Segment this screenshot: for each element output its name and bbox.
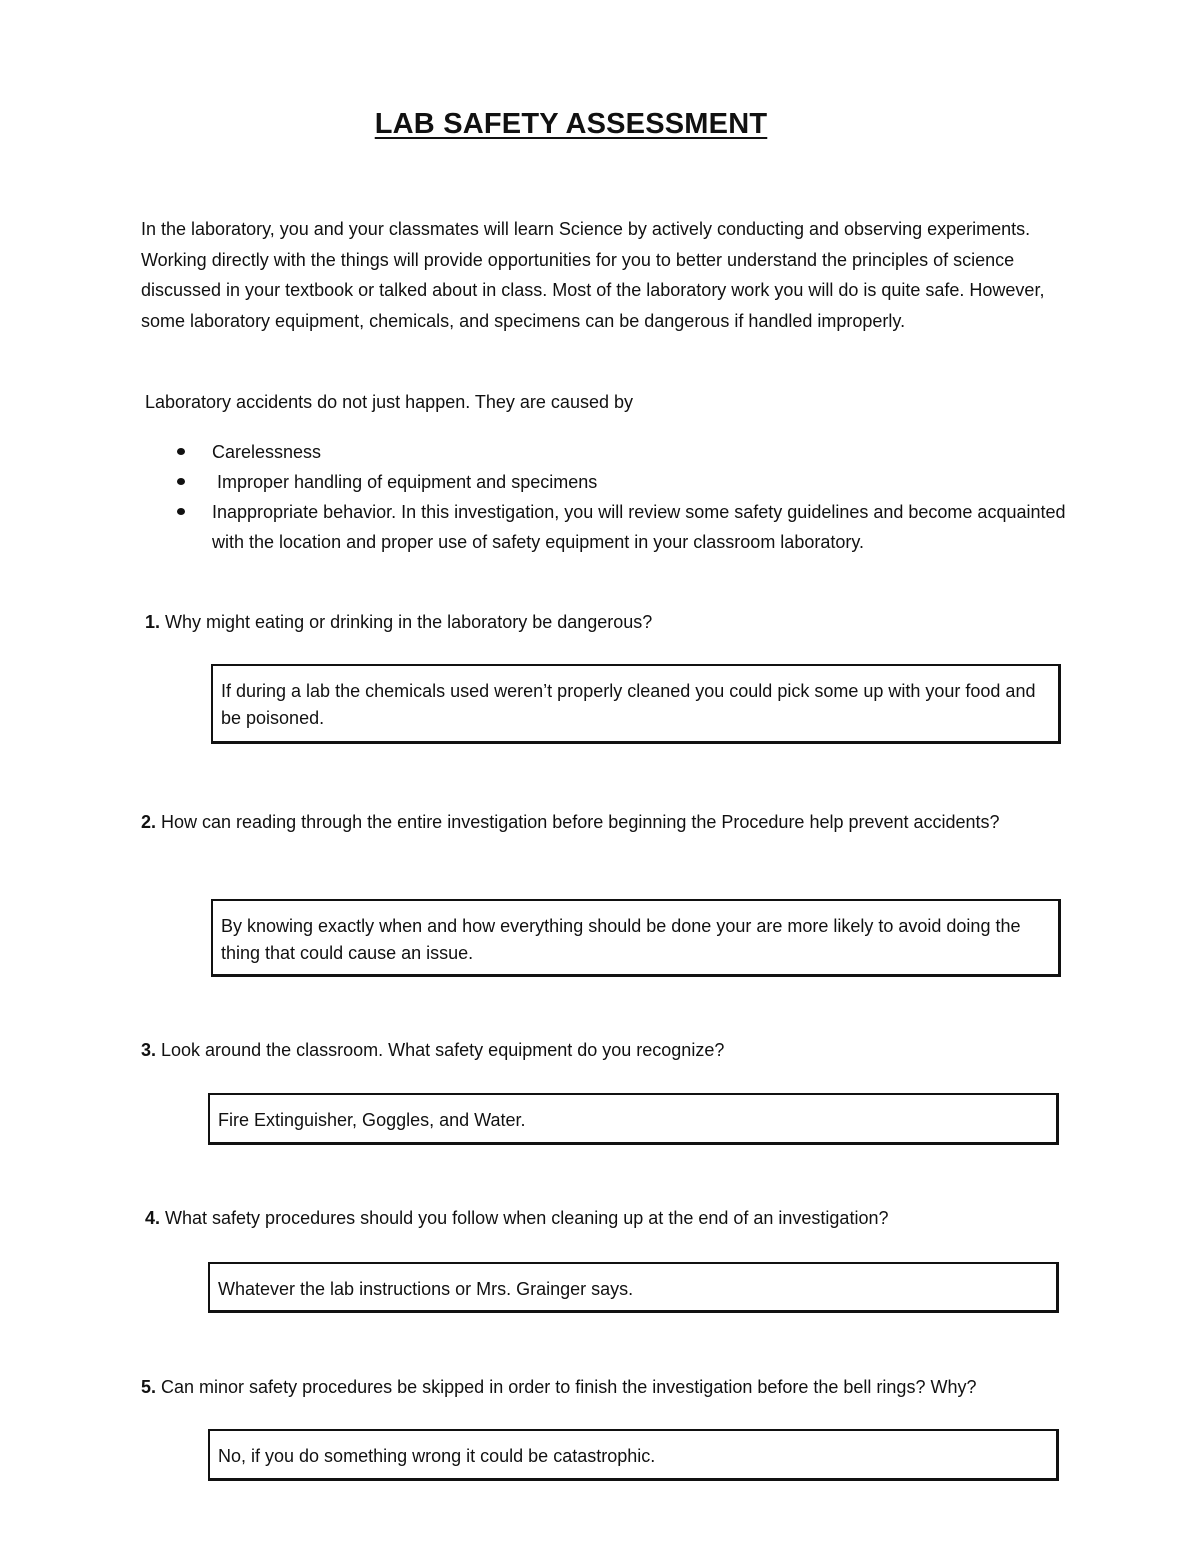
question-number: 5. — [141, 1377, 157, 1397]
causes-list — [176, 437, 1076, 557]
bullet-icon — [177, 478, 185, 485]
page-title: LAB SAFETY ASSESSMENT — [374, 108, 768, 140]
answer-text: By knowing exactly when and how everything should be done your are more likely to avoid doing the thing that could cause an issue. — [221, 916, 1021, 963]
answer-box-5[interactable] — [208, 1429, 1059, 1481]
question-number: 2. — [141, 812, 157, 832]
answer-box-2[interactable] — [211, 899, 1061, 977]
list-item — [176, 497, 1076, 557]
list-item — [176, 467, 1076, 497]
answer-box-3[interactable] — [208, 1093, 1059, 1145]
answer-text: No, if you do something wrong it could be catastrophic. — [218, 1446, 656, 1466]
list-item — [176, 437, 1076, 467]
answer-text: If during a lab the chemicals used weren’t properly cleaned you could pick some up with your food and be poisoned. — [221, 681, 1036, 728]
causes-lead: Laboratory accidents do not just happen. They are caused by — [145, 392, 633, 412]
answer-box-1[interactable] — [211, 664, 1061, 744]
list-item-text: Carelessness — [212, 442, 322, 462]
question-2 — [141, 802, 1021, 842]
list-item-text: Improper handling of equipment and specimens — [212, 472, 598, 492]
question-4 — [145, 1206, 1075, 1230]
question-text: What safety procedures should you follow when cleaning up at the end of an investigation? — [160, 1208, 889, 1228]
question-number: 4. — [145, 1208, 161, 1228]
question-number: 1. — [145, 612, 161, 632]
question-text: Can minor safety procedures be skipped in order to finish the investigation before the bell rings? Why? — [156, 1377, 977, 1397]
question-1 — [145, 610, 1075, 634]
list-item-text: Inappropriate behavior. In this investigation, you will review some safety guidelines and become acquainted with the location and proper use of safety equipment in your classroom laboratory. — [212, 502, 1066, 552]
question-text: How can reading through the entire investigation before beginning the Procedure help prevent accidents? — [156, 812, 1000, 832]
question-text: Why might eating or drinking in the laboratory be dangerous? — [160, 612, 653, 632]
answer-text: Whatever the lab instructions or Mrs. Grainger says. — [218, 1279, 634, 1299]
bullet-icon — [177, 508, 185, 515]
question-3 — [141, 1038, 1071, 1062]
bullet-icon — [177, 448, 185, 455]
intro-paragraph: In the laboratory, you and your classmates will learn Science by actively conducting and observing experiments. Working directly with the things will provide opportunities for you to better understand the principles of science discussed in your textbook or talked about in class. Most of the laboratory work you will do is quite safe. However, some laboratory equipment, chemicals, and specimens can be dangerous if handled improperly. — [141, 219, 1045, 331]
answer-text: Fire Extinguisher, Goggles, and Water. — [218, 1110, 526, 1130]
question-text: Look around the classroom. What safety equipment do you recognize? — [156, 1040, 725, 1060]
question-5 — [141, 1375, 1081, 1399]
question-number: 3. — [141, 1040, 157, 1060]
answer-box-4[interactable] — [208, 1262, 1059, 1313]
